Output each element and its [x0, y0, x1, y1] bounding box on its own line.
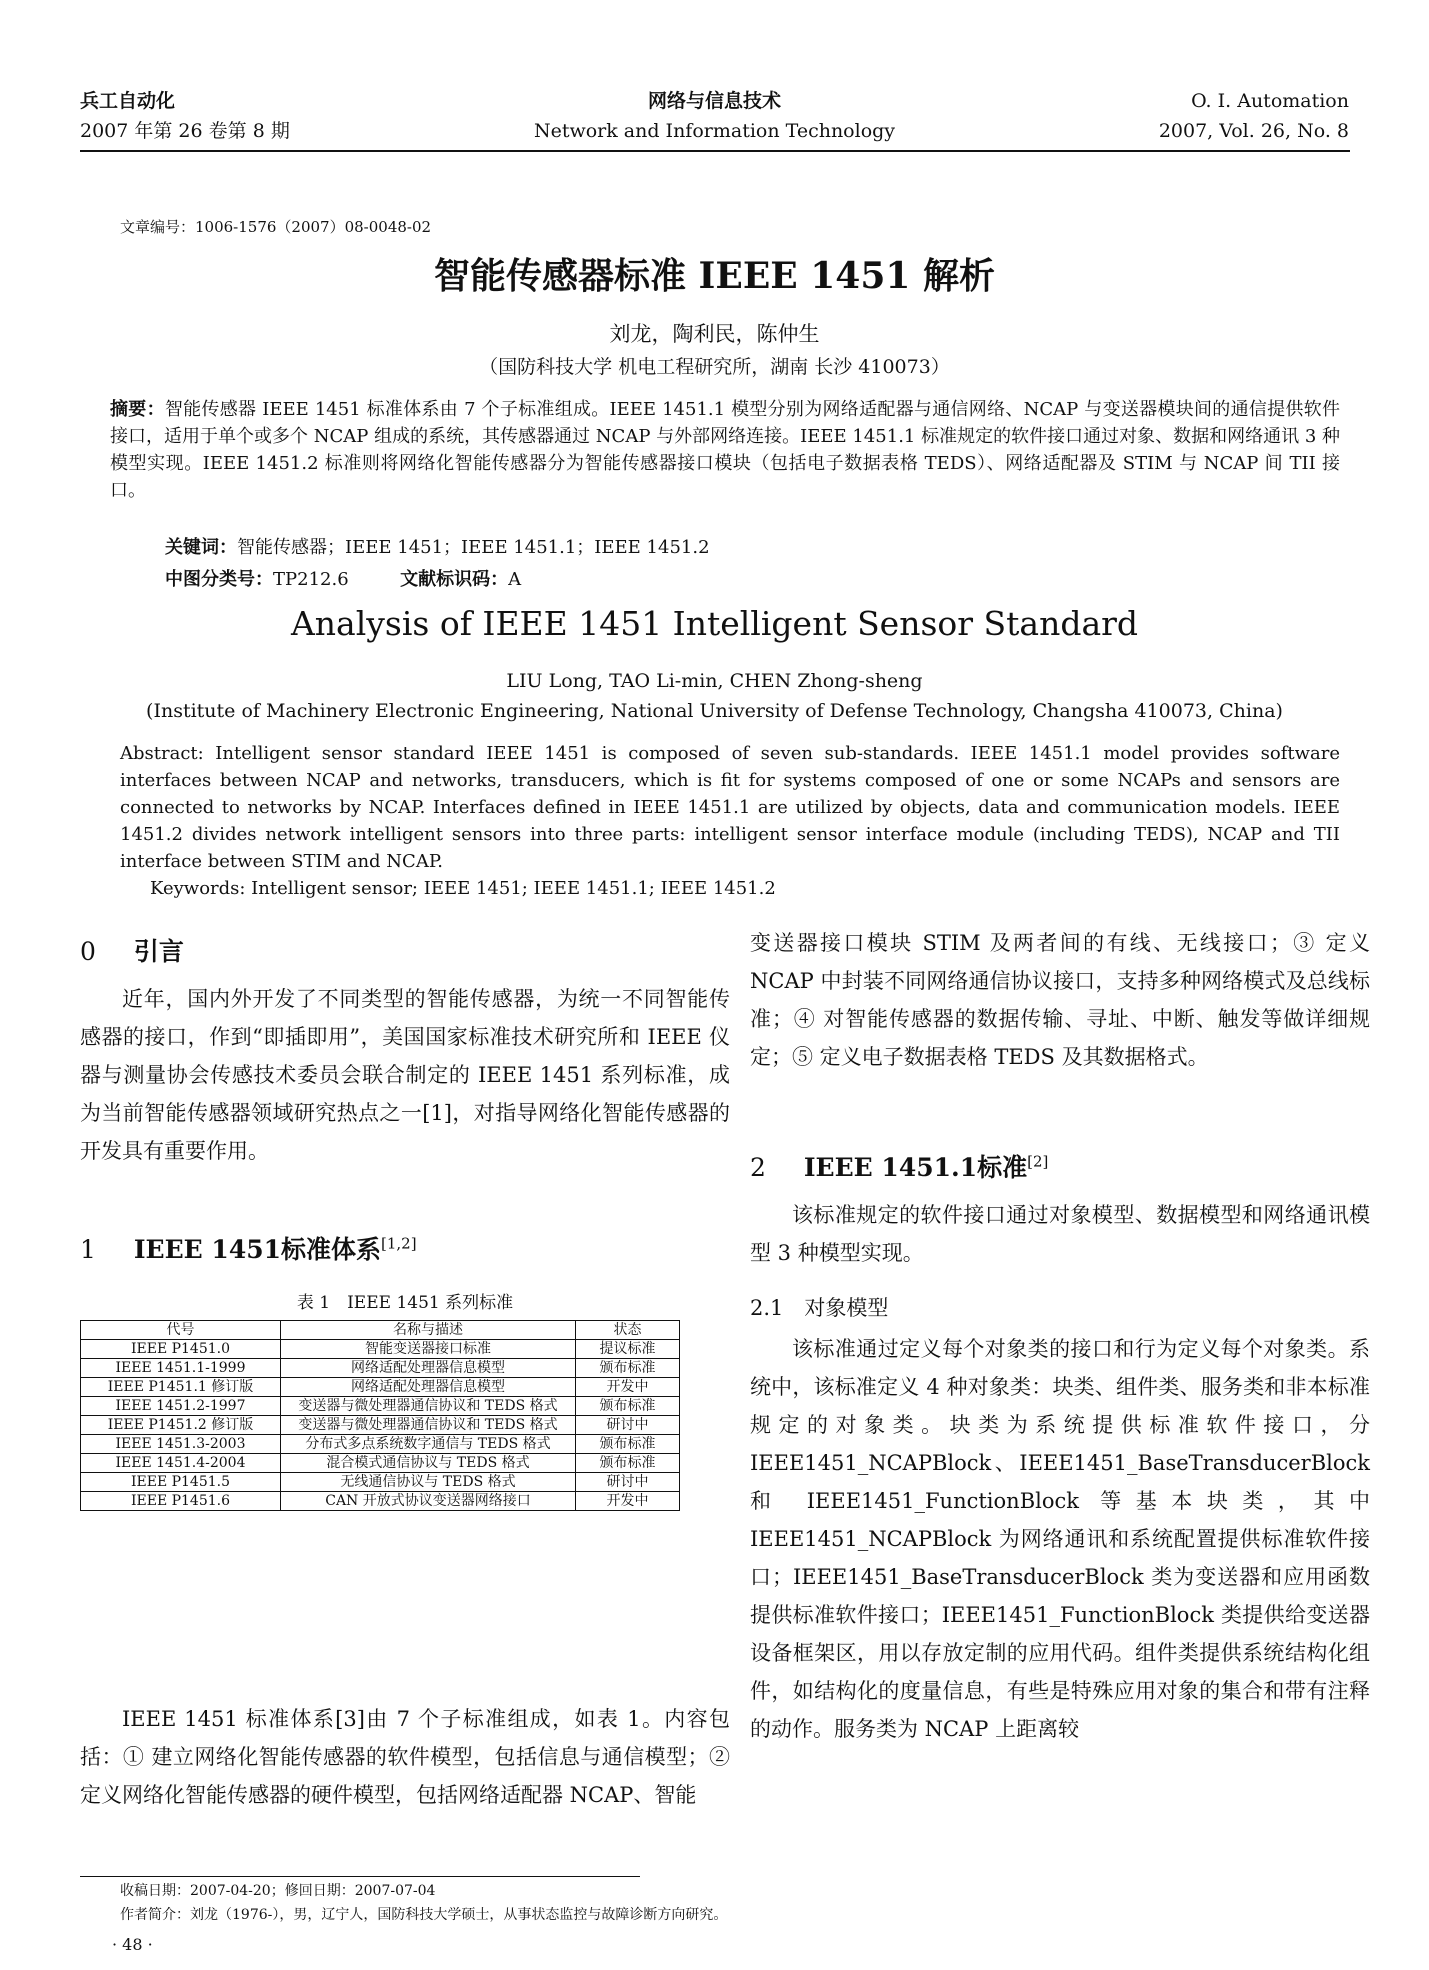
table-cell-status: 颁布标准: [576, 1435, 680, 1454]
section-1-heading: [80, 1230, 730, 1266]
section-1-title: IEEE 1451标准体系: [133, 1235, 382, 1264]
table-row: [81, 1435, 680, 1454]
table-cell-desc: 无线通信协议与 TEDS 格式: [281, 1473, 576, 1492]
cls-value: TP212.6: [273, 569, 349, 590]
affiliation-en: (Institute of Machinery Electronic Engineering, National University of Defense Technology, Changsha 410073, China): [146, 700, 1283, 722]
table-cell-status: 研讨中: [576, 1473, 680, 1492]
table-row: [81, 1416, 680, 1435]
table-cell-status: 研讨中: [576, 1416, 680, 1435]
section-2-num: 2: [750, 1153, 766, 1182]
table-header-desc: 名称与描述: [281, 1321, 576, 1340]
table-cell-status: 颁布标准: [576, 1397, 680, 1416]
table-cell-desc: CAN 开放式协议变送器网络接口: [281, 1492, 576, 1511]
section-1-num: 1: [80, 1235, 96, 1264]
footnote-dates: 收稿日期：2007-04-20；修回日期：2007-07-04: [120, 1883, 436, 1899]
section-2-1-paragraph: 该标准通过定义每个对象类的接口和行为定义每个对象类。系统中，该标准定义 4 种对象类：块类、组件类、服务类和非本标准规定的对象类。块类为系统提供标准软件接口，分 IEEE1451_NCAPBlock、IEEE1451_BaseTransducerBlock 和 IEEE1451_FunctionBlock 等基本块类，其中 IEEE1451_NCAPBlock 为网络通讯和系统配置提供标准软件接口；IEEE1451_BaseTransducerBlock 类为变送器和应用函数提供标准软件接口；IEEE1451_FunctionBlock 类提供给变送器设备框架区，用以存放定制的应用代码。组件类提供系统结构化组件，如结构化的度量信息，有些是特殊应用对象的集合和带有注释的动作。服务类为 NCAP 上距离较: [750, 1337, 1370, 1741]
section-0-heading: [80, 932, 730, 968]
keywords-cn-text: 智能传感器；IEEE 1451；IEEE 1451.1；IEEE 1451.2: [237, 537, 710, 558]
authors-en: LIU Long, TAO Li-min, CHEN Zhong-sheng: [506, 670, 923, 692]
table-cell-code: IEEE 1451.4-2004: [81, 1454, 281, 1473]
classification-cn: [165, 566, 1395, 593]
table-cell-code: IEEE P1451.2 修订版: [81, 1416, 281, 1435]
header-rule: [80, 150, 1350, 152]
table-cell-desc: 变送器与微处理器通信协议和 TEDS 格式: [281, 1397, 576, 1416]
article-number: 文章编号：1006-1576（2007）08-0048-02: [120, 218, 432, 236]
authors-cn: 刘龙，陶利民，陈仲生: [609, 322, 820, 346]
right-col-continuation: [750, 924, 1370, 1076]
affiliation-cn: （国防科技大学 机电工程研究所，湖南 长沙 410073）: [479, 356, 950, 378]
column-name-en: Network and Information Technology: [533, 120, 896, 142]
journal-name-cn: 兵工自动化: [80, 90, 176, 112]
section-2-1-heading: 2.1 对象模型: [750, 1296, 889, 1320]
journal-issue-cn: 2007 年第 26 卷第 8 期: [80, 120, 290, 142]
table-cell-desc: 混合模式通信协议与 TEDS 格式: [281, 1454, 576, 1473]
table-row: [81, 1340, 680, 1359]
cls-label: 中图分类号：: [165, 569, 273, 590]
abstract-cn: [110, 396, 1340, 504]
abstract-cn-label: 摘要：: [110, 399, 165, 420]
section-0-body: [80, 980, 730, 1170]
table-cell-code: IEEE 1451.2-1997: [81, 1397, 281, 1416]
footnote-author: 作者简介：刘龙（1976-），男，辽宁人，国防科技大学硕士，从事状态监控与故障诊断方向研究。: [120, 1907, 728, 1923]
table-row: [81, 1454, 680, 1473]
table-cell-status: 颁布标准: [576, 1359, 680, 1378]
table-header-row: [81, 1321, 680, 1340]
table-cell-desc: 网络适配处理器信息模型: [281, 1378, 576, 1397]
section-2-1-body: [750, 1330, 1370, 1748]
keywords-cn: [165, 534, 1395, 561]
page-title-cn: 智能传感器标准 IEEE 1451 解析: [434, 255, 995, 297]
section-2-title: IEEE 1451.1标准: [803, 1153, 1028, 1182]
table-cell-code: IEEE 1451.3-2003: [81, 1435, 281, 1454]
table-row: [81, 1359, 680, 1378]
table-cell-code: IEEE P1451.1 修订版: [81, 1378, 281, 1397]
section-0-paragraph: 近年，国内外开发了不同类型的智能传感器，为统一不同智能传感器的接口，作到“即插即用”，美国国家标准技术研究所和 IEEE 仪器与测量协会传感技术委员会联合制定的 IEEE 1451 系列标准，成为当前智能传感器领域研究热点之一[1]，对指导网络化智能传感器的开发具有重要作用。: [80, 987, 730, 1163]
journal-name-en: O. I. Automation: [1191, 90, 1349, 112]
doc-value: A: [508, 569, 522, 590]
table-cell-status: 开发中: [576, 1378, 680, 1397]
table-cell-desc: 网络适配处理器信息模型: [281, 1359, 576, 1378]
table-cell-status: 开发中: [576, 1492, 680, 1511]
table-row: [81, 1492, 680, 1511]
page-number: · 48 ·: [112, 1935, 153, 1954]
table-cell-code: IEEE P1451.0: [81, 1340, 281, 1359]
table-cell-code: IEEE P1451.5: [81, 1473, 281, 1492]
table-row: [81, 1397, 680, 1416]
section-1-paragraph: IEEE 1451 标准体系[3]由 7 个子标准组成，如表 1。内容包括：① 建立网络化智能传感器的软件模型，包括信息与通信模型；② 定义网络化智能传感器的硬件模型，包括网络适配器 NCAP、智能: [80, 1707, 730, 1807]
section-0-num: 0: [80, 937, 96, 966]
table-cell-desc: 智能变送器接口标准: [281, 1340, 576, 1359]
table-cell-desc: 分布式多点系统数字通信与 TEDS 格式: [281, 1435, 576, 1454]
journal-info-right: [1159, 86, 1349, 146]
table-header-code: 代号: [81, 1321, 281, 1340]
table-cell-status: 颁布标准: [576, 1454, 680, 1473]
journal-issue-en: 2007, Vol. 26, No. 8: [1158, 120, 1349, 142]
table-1-caption: 表 1 IEEE 1451 系列标准: [296, 1293, 514, 1313]
section-1-body: [80, 1700, 730, 1814]
column-name-cn: 网络与信息技术: [647, 90, 781, 112]
keywords-en: Keywords: Intelligent sensor; IEEE 1451; IEEE 1451.1; IEEE 1451.2: [150, 878, 776, 899]
table-row: [81, 1473, 680, 1492]
table-cell-code: IEEE P1451.6: [81, 1492, 281, 1511]
section-2-heading: [750, 1148, 1370, 1184]
section-2-body: [750, 1196, 1370, 1272]
keywords-cn-label: 关键词：: [165, 537, 237, 558]
table-header-status: 状态: [576, 1321, 680, 1340]
section-2-paragraph: 该标准规定的软件接口通过对象模型、数据模型和网络通讯模型 3 种模型实现。: [750, 1203, 1370, 1265]
table-1: [80, 1320, 680, 1511]
table-row: [81, 1378, 680, 1397]
section-2-ref: [2]: [1027, 1152, 1049, 1171]
page-title-en: Analysis of IEEE 1451 Intelligent Sensor Standard: [290, 604, 1139, 643]
footnote-rule: [80, 1876, 640, 1877]
abstract-en: Abstract: Intelligent sensor standard IEEE 1451 is composed of seven sub-standards. IEEE 1451.1 model provides software interfaces between NCAP and networks, transducers, which is fit for systems composed of one or some NCAPs and sensors are connected to networks by NCAP. Interfaces defined in IEEE 1451.1 are utilized by objects, data and communication models. IEEE 1451.2 divides network intelligent sensors into three parts: intelligent sensor interface module (including TEDS), NCAP and TII interface between STIM and NCAP.: [120, 743, 1340, 872]
table-cell-desc: 变送器与微处理器通信协议和 TEDS 格式: [281, 1416, 576, 1435]
section-0-title: 引言: [133, 937, 184, 966]
table-cell-status: 提议标准: [576, 1340, 680, 1359]
abstract-cn-text: 智能传感器 IEEE 1451 标准体系由 7 个子标准组成。IEEE 1451.1 模型分别为网络适配器与通信网络、NCAP 与变送器模块间的通信提供软件接口，适用于单个或多个 NCAP 组成的系统，其传感器通过 NCAP 与外部网络连接。IEEE 1451.1 标准规定的软件接口通过对象、数据和网络通讯 3 种模型实现。IEEE 1451.2 标准则将网络化智能传感器分为智能传感器接口模块（包括电子数据表格 TEDS）、网络适配器及 STIM 与 NCAP 间 TII 接口。: [110, 399, 1341, 501]
doc-label: 文献标识码：: [400, 569, 509, 590]
section-1-paragraph-cont: 变送器接口模块 STIM 及两者间的有线、无线接口；③ 定义 NCAP 中封装不同网络通信协议接口，支持多种网络模式及总线标准；④ 对智能传感器的数据传输、寻址、中断、触发等做详细规定；⑤ 定义电子数据表格 TEDS 及其数据格式。: [750, 931, 1370, 1069]
section-1-ref: [1,2]: [381, 1234, 417, 1253]
table-cell-code: IEEE 1451.1-1999: [81, 1359, 281, 1378]
